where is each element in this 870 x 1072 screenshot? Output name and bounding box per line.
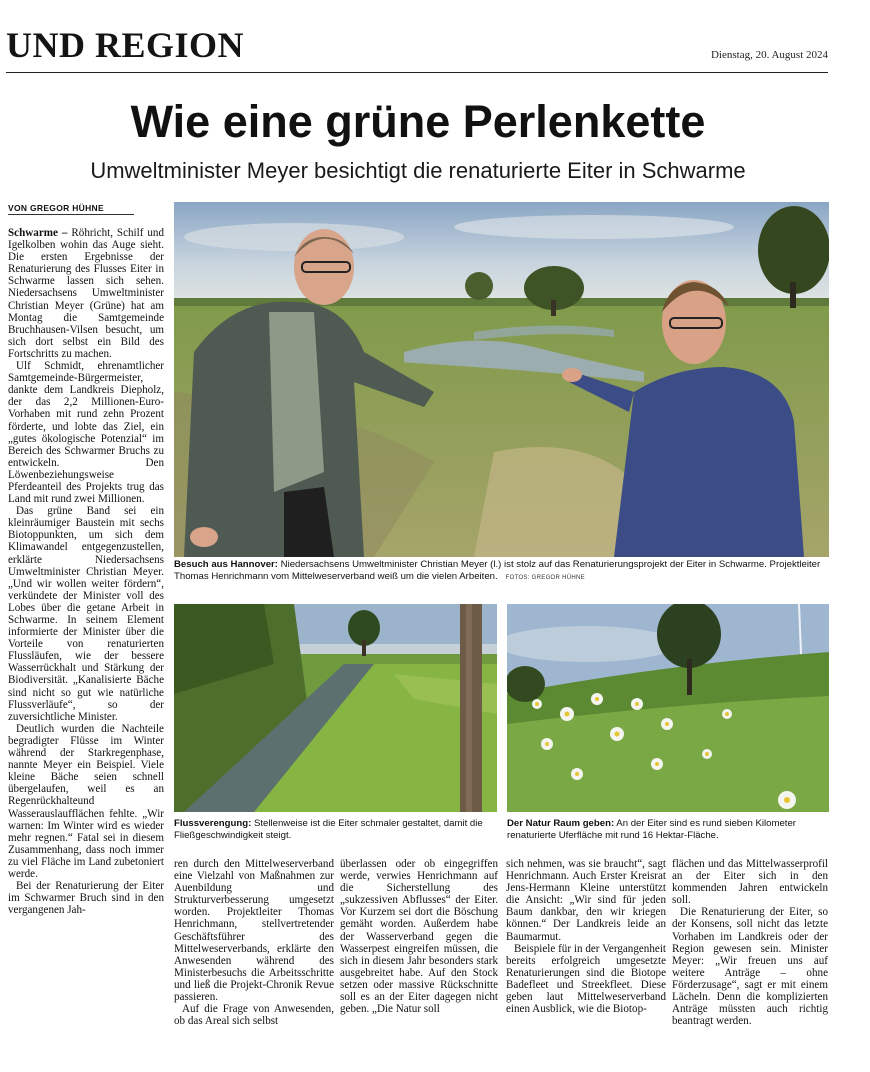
section-title: UND REGION <box>6 25 245 65</box>
main-photo <box>174 202 829 557</box>
paragraph: flächen und das Mittelwasserprofil an der Eiter sich in den kommenden Jahren entwickeln soll. <box>672 858 828 907</box>
paragraph: Ulf Schmidt, ehrenamtlicher Samtgemeinde-Bürgermeister, dankte dem Landkreis Diepholz, der das 2,2 Millionen-Euro-Vorhaben mit rund zehn Prozent förderte, und lobte das Ziel, ein „gutes ökologische Potenzial“ im Bereich des Schwarmer Bruchs zu entwickeln. Den Löwenbeziehungsweise Pferdeanteil des Projekts trug das Land mit rund zwei Millionen. <box>8 360 164 506</box>
paragraph: Die Renaturierung der Eiter, so der Konsens, soll nicht das letzte Vorhaben im Landkreis oder der Region gewesen sein. Minister Meyer: „Wir freuen uns auf weitere Anträge – ohne Förderzusage“, sagt er mit einem Lächeln. Denn die komplizierten Anträge müssten auch richtig beantragt werden. <box>672 906 828 1028</box>
header-rule <box>6 72 828 73</box>
article-column-left <box>8 227 164 916</box>
paragraph: Auf die Frage von Anwesenden, ob das Areal sich selbst <box>174 1003 334 1028</box>
paragraph: Das grüne Band sei ein kleinräumiger Baustein mit sechs Biotoppunkten, um sich dem Klimawandel entgegenzustellen, erklärte Niedersachsens Umweltminister Christian Meyer. „Und wir wollen weiter fördern“, verkündete der Minister voll des Lobes über die getane Arbeit in Schwarme. In seinem Element informierte der Minister über die Vorteile von renaturierten Flussläufen, wie der bessere Wasserrückhalt und Stärkung der Biodiversität. „Kanalisierte Bäche sind nicht so gut wie natürliche Flussverläufe“, so der zuversichtliche Minister. <box>8 505 164 723</box>
main-photo-caption <box>174 559 830 584</box>
subheadline: Umweltminister Meyer besichtigt die renaturierte Eiter in Schwarme <box>90 158 746 183</box>
article-column-bottom-3 <box>506 858 666 1015</box>
headline: Wie eine grüne Perlenkette <box>130 96 706 147</box>
caption-lead: Besuch aus Hannover: <box>174 559 278 570</box>
caption-text: Niedersachsens Umweltminister Christian Meyer (l.) ist stolz auf das Renaturierungsprojekt der Eiter in Schwarme. Projektleiter Thomas Henrichmann vom Mittelweserverband weiß um die vielen Arbeiten. <box>174 559 821 582</box>
river-narrowing-caption <box>174 818 500 841</box>
article-column-bottom-2 <box>340 858 498 1015</box>
dateline: Schwarme – <box>8 227 68 239</box>
byline-rule <box>8 214 134 215</box>
paragraph: überlassen oder ob eingegriffen werde, verwies Henrichmann auf die Sicherstellung des „sukzessiven Abflusses“ der Eiter. Vor Kurzem sei dort die Böschung gemäht worden. Außerdem habe der Wasserverband gegen die Wasserpest eingreifen müssen, die sich in diesem Jahr besonders stark ausgebreitet habe. Auf den Stock setzen oder massive Rückschnitte soll es an der Eiter dagegen nicht geben. „Die Natur soll <box>340 858 498 1016</box>
meadow-flowers-photo <box>507 604 829 812</box>
article-column-bottom-4 <box>672 858 828 1027</box>
paragraph-text: Röhricht, Schilf und Igelkolben wohin das Auge sieht. Die ersten Ergebnisse der Renaturierung des Flusses Eiter in Schwarme lassen sich sehen. Niedersachsens Umweltminister Christian Meyer (Grüne) hat am Montag die Samtgemeinde Bruchhausen-Vilsen besucht, um sich dort selbst ein Bild des Fortschritts zu machen. <box>8 227 165 360</box>
photo-credit: FOTOS: GREGOR HÜHNE <box>505 574 585 581</box>
paragraph: Beispiele für in der Vergangenheit bereits erfolgreich umgesetzte Renaturierungen sind die Biotope Badefleet und Streekfleet. Diese geben laut Mittelweserverband einen Ausblick, wie die Biotop- <box>506 942 666 1016</box>
meadow-flowers-caption <box>507 818 829 841</box>
caption-lead: Flussverengung: <box>174 818 252 829</box>
paragraph: ren durch den Mittelweserverband eine Vielzahl von Maßnahmen zur Auenbildung und Strukturverbesserung umgesetzt worden. Projektleiter Thomas Henrichmann, stellvertretender Geschäftsführer des Mittelweserverbands, erklärte den Anwesenden während des Ministerbesuchs die Arbeitsschritte und ließ die Projekt-Chronik Revue passieren. <box>174 858 334 1004</box>
issue-date: Dienstag, 20. August 2024 <box>710 49 828 61</box>
paragraph <box>8 227 164 360</box>
paragraph: sich nehmen, was sie braucht“, sagt Henrichmann. Auch Erster Kreisrat Jens-Hermann Kleine unterstützt die Ansicht: „Wir sind für jeden Baum dankbar, den wir kriegen können.“ Der Landkreis leide an Baumarmut. <box>506 858 666 943</box>
article-column-bottom-1 <box>174 858 334 1027</box>
paragraph: Deutlich wurden die Nachteile begradigter Flüsse im Winter während der Starkregenphase, nannte Meyer ein Beispiel. Viele kleine Bäche seien schnell übergelaufen, weil es an Regenrückhalteund Wasserauslaufflächen fehlte. „Wir warnen: Im Winter wird es wieder mehr regnen.“ Fatal sei in diesem Zusammenhang, dass noch immer zu viel Fläche im Land zubetoniert werde. <box>8 722 164 880</box>
caption-lead: Der Natur Raum geben: <box>507 818 615 829</box>
river-narrowing-photo <box>174 604 497 812</box>
caption-text: Stellenweise ist die Eiter schmaler gestaltet, damit die Fließgeschwindigkeit steigt. <box>174 818 483 841</box>
paragraph: Bei der Renaturierung der Eiter im Schwarmer Bruch sind in den vergangenen Jah- <box>8 880 164 917</box>
caption-text: An der Eiter sind es rund sieben Kilometer renaturierte Uferfläche mit rund 16 Hektar-Fläche. <box>507 818 797 841</box>
byline: VON GREGOR HÜHNE <box>8 203 104 213</box>
